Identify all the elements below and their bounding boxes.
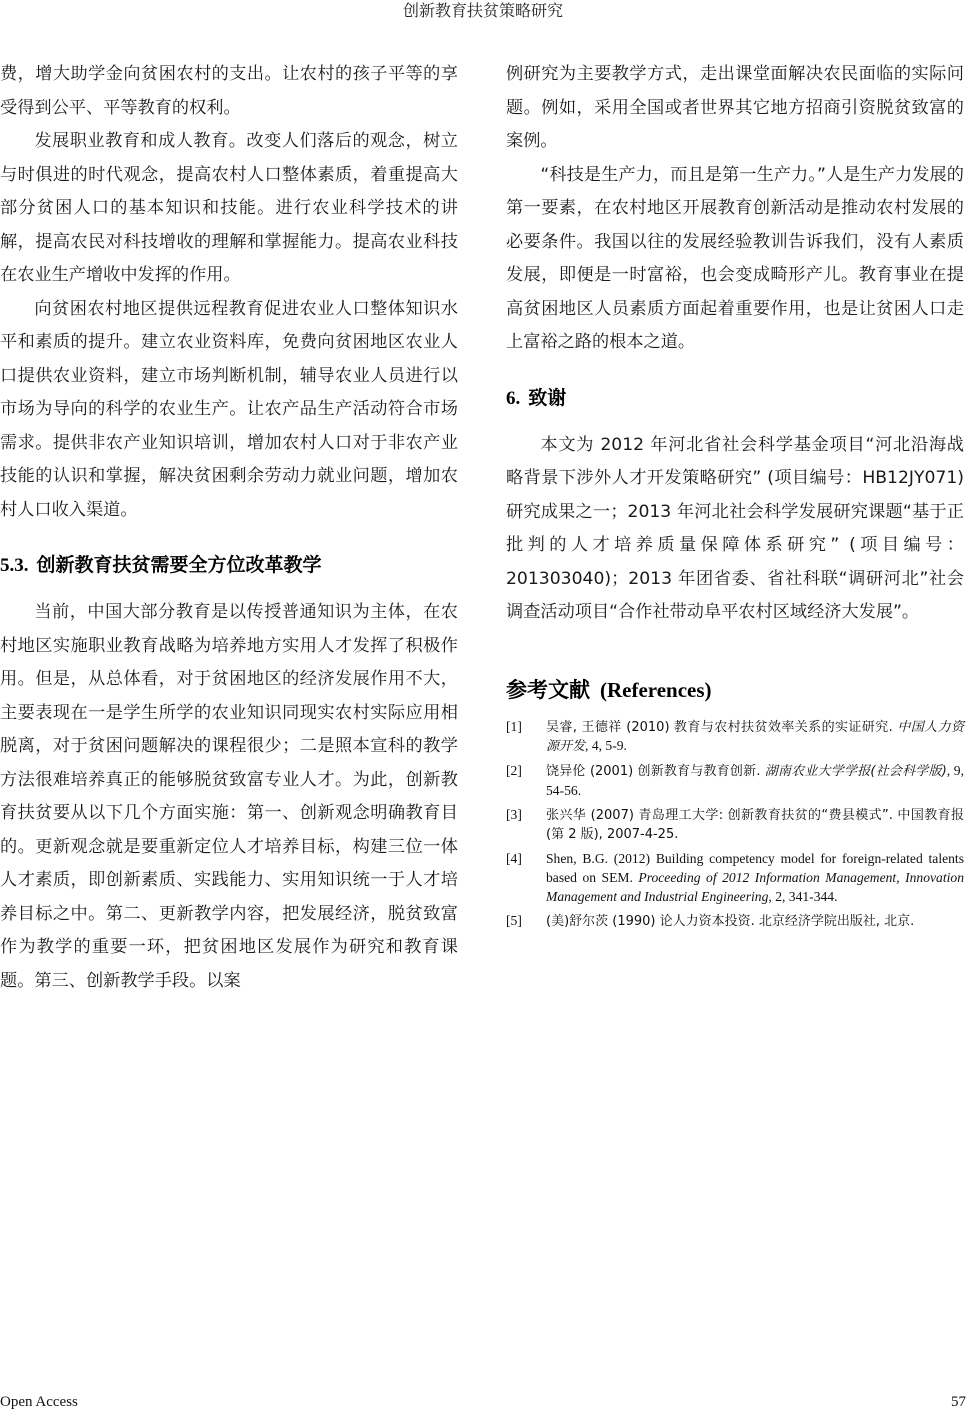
reference-item xyxy=(506,762,964,801)
reference-number: [5] xyxy=(506,912,522,928)
reference-number: [1] xyxy=(506,718,522,734)
section-title: 致谢 xyxy=(528,386,567,409)
section-number: 6. xyxy=(506,387,521,409)
reference-item xyxy=(506,718,964,758)
reference-text: 饶异伦 (2001) 创新教育与教育创新. 湖南农业大学学报(社会科学版), 9, 54-56. xyxy=(546,763,964,798)
acknowledgement-paragraph: 本文为 2012 年河北省社会科学基金项目“河北沿海战略背景下涉外人才开发策略研究” (项目编号：HB12JY071)研究成果之一；2013 年河北社会科学发展研究课题“基于正批判的人才培养质量保障体系研究” (项目编号：201303040)；2013 年团省委、省社科联“调研河北”社会调查活动项目“合作社带动阜平农村区域经济大发展”。 xyxy=(506,434,964,622)
left-column xyxy=(0,58,458,998)
reference-text: 张兴华 (2007) 青岛理工大学: 创新教育扶贫的“费县模式”. 中国教育报(第 2 版), 2007-4-25. xyxy=(546,807,964,843)
paragraph: 例研究为主要教学方式，走出课堂面解决农民面临的实际问题。例如，采用全国或者世界其它地方招商引资脱贫致富的案例。 xyxy=(506,64,964,151)
reference-item xyxy=(506,850,964,906)
running-header: 创新教育扶贫策略研究 xyxy=(402,1,563,20)
paragraph: 向贫困农村地区提供远程教育促进农业人口整体知识水平和素质的提升。建立农业资料库，免费向贫困地区农业人口提供农业资料，建立市场判断机制，辅导农业人员进行以市场为导向的科学的农业生产。让农产品生产活动符合市场需求。提供非农产业知识培训，增加农村人口对于非农产业技能的认识和掌握，解决贫困剩余劳动力就业问题，增加农村人口收入渠道。 xyxy=(0,298,458,520)
reference-list xyxy=(506,718,964,932)
section-heading-5-3 xyxy=(0,549,458,582)
paragraph: “科技是生产力，而且是第一生产力。”人是生产力发展的第一要素，在农村地区开展教育创新活动是推动农村发展的必要条件。我国以往的发展经验教训告诉我们，没有人素质发展，即便是一时富裕，也会变成畸形产儿。教育事业在提高贫困地区人员素质方面起着重要作用，也是让贫困人口走上富裕之路的根本之道。 xyxy=(506,164,964,352)
references-title-en: (References) xyxy=(600,677,712,702)
reference-text: (美)舒尔茨 (1990) 论人力资本投资. 北京经济学院出版社, 北京. xyxy=(546,913,915,929)
reference-number: [2] xyxy=(506,763,522,779)
references-heading xyxy=(506,674,964,706)
reference-number: [4] xyxy=(506,851,522,867)
page-number: 57 xyxy=(951,1394,966,1410)
section-number: 5.3. xyxy=(0,555,29,576)
paragraph: 费，增大助学金向贫困农村的支出。让农村的孩子平等的享受得到公平、平等教育的权利。 xyxy=(0,64,458,118)
reference-item xyxy=(506,806,964,846)
paragraph: 当前，中国大部分教育是以传授普通知识为主体，在农村地区实施职业教育战略为培养地方实用人才发挥了积极作用。但是，从总体看，对于贫困地区的经济发展作用不大，主要表现在一是学生所学的农业知识同现实农村实际应用相脱离，对于贫困问题解决的课程很少；二是照本宣科的教学方法很难培养真正的能够脱贫致富专业人才。为此，创新教育扶贫要从以下几个方面实施：第一、创新观念明确教育目的。更新观念就是要重新定位人才培养目标，构建三位一体人才素质，即创新素质、实践能力、实用知识统一于人才培养目标之中。第二、更新教学内容，把发展经济，脱贫致富作为教学的重要一环，把贫困地区发展作为研究和教育课题。第三、创新教学手段。以案 xyxy=(0,602,458,991)
footer-open-access: Open Access xyxy=(0,1394,78,1410)
section-title: 创新教育扶贫需要全方位改革教学 xyxy=(36,554,322,576)
right-column xyxy=(506,58,964,936)
reference-text: Shen, B.G. (2012) Building competency model for foreign-related talents based on SEM. Proceeding of 2012 Information Management, Innovation Management and Industrial Engineering, 2, 341-344. xyxy=(546,851,964,904)
reference-item xyxy=(506,912,964,932)
paragraph: 发展职业教育和成人教育。改变人们落后的观念，树立与时俱进的时代观念，提高农村人口整体素质，着重提高大部分贫困人口的基本知识和技能。进行农业科学技术的讲解，提高农民对科技增收的理解和掌握能力。提高农业科技在农业生产增收中发挥的作用。 xyxy=(0,131,458,285)
reference-text: 吴睿, 王德祥 (2010) 教育与农村扶贫效率关系的实证研究. 中国人力资源开发, 4, 5-9. xyxy=(546,719,964,755)
section-heading-6 xyxy=(506,382,964,415)
references-title-zh: 参考文献 xyxy=(506,677,590,702)
reference-number: [3] xyxy=(506,806,522,822)
